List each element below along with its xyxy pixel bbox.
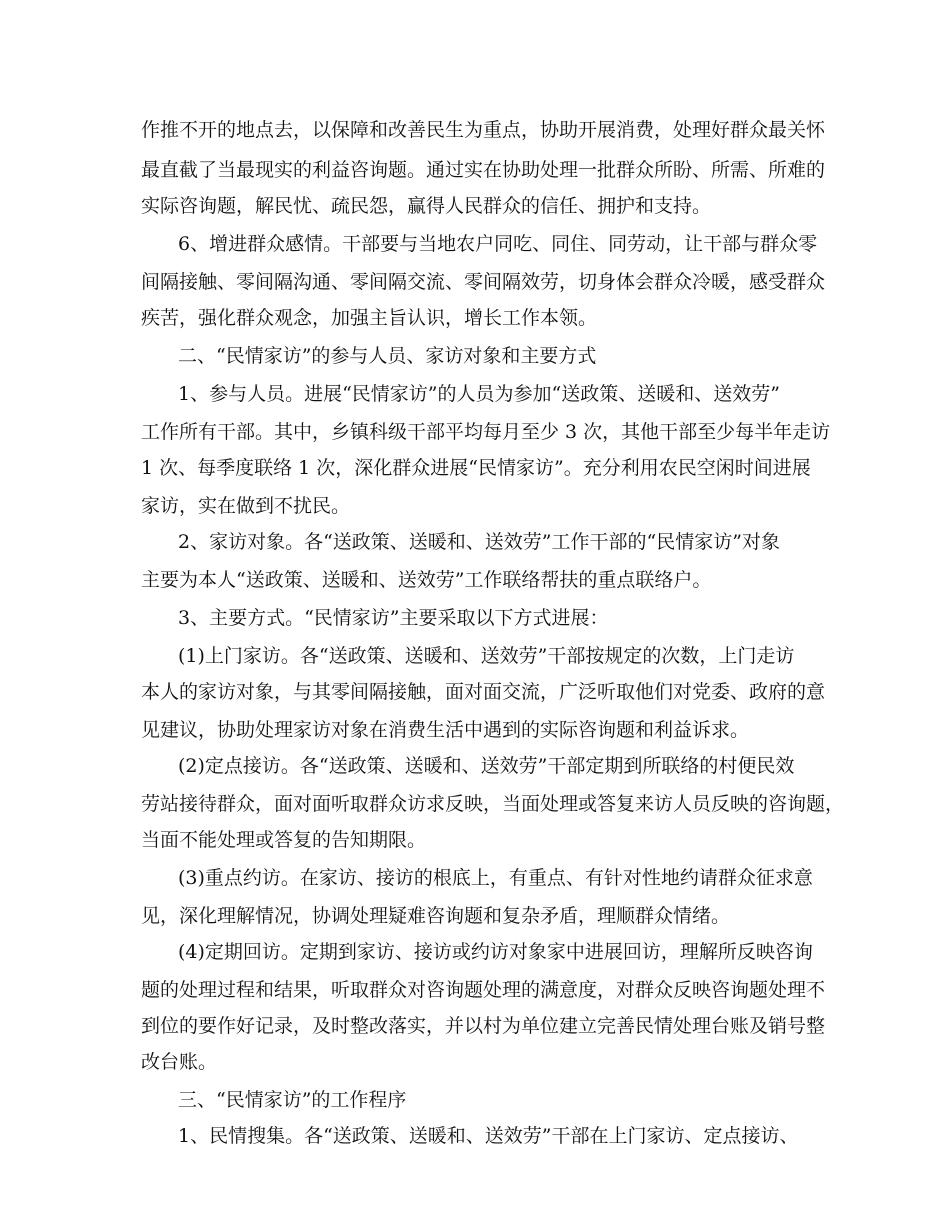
section-heading-3: 三、“民情家访”的工作程序 xyxy=(178,1089,407,1111)
text-line-24: 题的处理过程和结果，听取群众对咨询题处理的满意度，对群众反映咨询题处理不 xyxy=(141,979,826,1001)
paragraph-start-item-4: (4)定期回访。定期到家访、接访或约访对象家中进展回访，理解所反映咨询 xyxy=(178,941,813,963)
text-line-1: 作推不开的地点去，以保障和改善民生为重点，协助开展消费，处理好群众最关怀 xyxy=(141,119,826,141)
text-line-19: 劳站接待群众，面对面听取群众访求反映，当面处理或答复来访人员反映的咨询题， xyxy=(141,793,845,815)
paragraph-start-methods: 3、主要方式。“民情家访”主要采取以下方式进展： xyxy=(178,607,609,629)
section-heading-2: 二、“民情家访”的参与人员、家访对象和主要方式 xyxy=(178,345,597,367)
text-line-16: 本人的家访对象，与其零间隔接触，面对面交流，广泛听取他们对党委、政府的意 xyxy=(141,681,826,703)
paragraph-start-targets: 2、家访对象。各“送政策、送暖和、送效劳”工作干部的“民情家访”对象 xyxy=(178,531,780,553)
paragraph-start-collection: 1、民情搜集。各“送政策、送暖和、送效劳”干部在上门家访、定点接访、 xyxy=(178,1125,799,1147)
text-line-5: 间隔接触、零间隔沟通、零间隔交流、零间隔效劳，切身体会群众冷暖，感受群众 xyxy=(141,271,826,293)
paragraph-start-participants: 1、参与人员。进展“民情家访”的人员为参加“送政策、送暖和、送效劳” xyxy=(178,383,780,405)
text-line-26: 改台账。 xyxy=(141,1051,218,1073)
text-line-20: 当面不能处理或答复的告知期限。 xyxy=(141,829,427,851)
text-line-10: 1 次、每季度联络 1 次，深化群众进展“民情家访”。充分利用农民空闲时间进展 xyxy=(141,457,811,479)
text-line-9: 工作所有干部。其中，乡镇科级干部平均每月至少 3 次，其他干部至少每半年走访 xyxy=(141,421,831,443)
text-line-6: 疾苦，强化群众观念，加强主旨认识，增长工作本领。 xyxy=(141,307,598,329)
paragraph-start-6: 6、增进群众感情。干部要与当地农户同吃、同住、同劳动，让干部与群众零 xyxy=(178,233,818,255)
text-line-2: 最直截了当最现实的利益咨询题。通过实在协助处理一批群众所盼、所需、所难的 xyxy=(141,159,826,181)
text-line-25: 到位的要作好记录，及时整改落实，并以村为单位建立完善民情处理台账及销号整 xyxy=(141,1015,826,1037)
paragraph-start-item-2: (2)定点接访。各“送政策、送暖和、送效劳”干部定期到所联络的村便民效 xyxy=(178,755,795,777)
text-line-13: 主要为本人“送政策、送暖和、送效劳”工作联络帮扶的重点联络户。 xyxy=(141,569,712,591)
paragraph-start-item-3: (3)重点约访。在家访、接访的根底上，有重点、有针对性地约请群众征求意 xyxy=(178,867,813,889)
text-line-22: 见，深化理解情况，协调处理疑难咨询题和复杂矛盾，理顺群众情绪。 xyxy=(141,905,731,927)
text-line-11: 家访，实在做到不扰民。 xyxy=(141,495,351,517)
text-line-3: 实际咨询题，解民忧、疏民怨，赢得人民群众的信任、拥护和支持。 xyxy=(141,195,712,217)
paragraph-start-item-1: (1)上门家访。各“送政策、送暖和、送效劳”干部按规定的次数，上门走访 xyxy=(178,645,795,667)
text-line-17: 见建议，协助处理家访对象在消费生活中遇到的实际咨询题和利益诉求。 xyxy=(141,719,750,741)
